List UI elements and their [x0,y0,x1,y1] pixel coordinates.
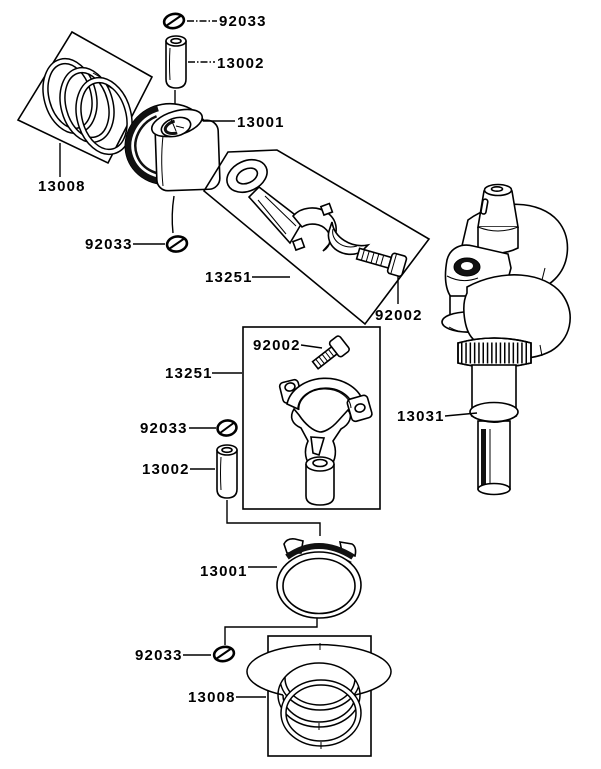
piston-pin-top-group [166,36,265,104]
callout-circlip2: 92033 [85,236,133,253]
callout-rod-front: 13251 [165,365,213,382]
connector-piston2-to-circlip [225,618,317,645]
pin2-highlight [221,457,222,490]
piston-bottom-group [200,539,361,645]
crank-keyway [481,429,486,486]
pin-top-highlight [170,48,171,80]
pin2-bore [222,448,232,453]
rod-bolt-side [355,244,407,277]
callout-bolt-front: 92002 [253,337,301,354]
callout-bolt-side: 92002 [375,307,423,324]
crank-shaft-end [478,484,510,495]
circlip-under-piston-group [85,235,188,253]
piston-pin-middle-group [142,445,320,536]
callout-crankshaft: 13031 [397,408,445,425]
piston2-skirt-outer [277,552,361,618]
callout-circlip-top: 92033 [219,13,267,30]
callout-piston-top: 13001 [237,114,285,131]
callout-ring-set-top: 13008 [38,178,86,195]
callout-pin2: 13002 [142,461,190,478]
circlip-top-group [163,12,267,30]
crank-gear-body [458,338,531,368]
connecting-rod-side-group [204,150,429,324]
pin-top-body [166,41,186,88]
circlip-middle-group [140,419,238,437]
circlip-bottom-group [135,645,235,664]
callout-pin-top: 13002 [217,55,265,72]
crank-taper-bore [492,187,503,191]
rod-bolt-front [310,335,351,373]
callout-ring-set-bottom: 13008 [188,689,236,706]
connector-piston-to-circlip [172,196,174,233]
leader-bolt-front [301,345,322,348]
crank-boss-hole-inner [461,262,473,270]
callout-rod-side: 13251 [205,269,253,286]
saddle-tab-top [321,204,333,216]
callout-piston2: 13001 [200,563,248,580]
callout-circlip3: 92033 [140,420,188,437]
ring-set-top-group [18,32,152,195]
callout-circlip4: 92033 [135,647,183,664]
saddle-tab-bottom [293,239,305,251]
connector-pin2-to-piston2 [227,500,320,536]
connecting-rod-front-group [165,327,380,509]
crankshaft-group [397,185,570,495]
pin-top-bore [171,39,181,44]
pin2-body [217,450,237,498]
small-end-bore [313,460,327,467]
